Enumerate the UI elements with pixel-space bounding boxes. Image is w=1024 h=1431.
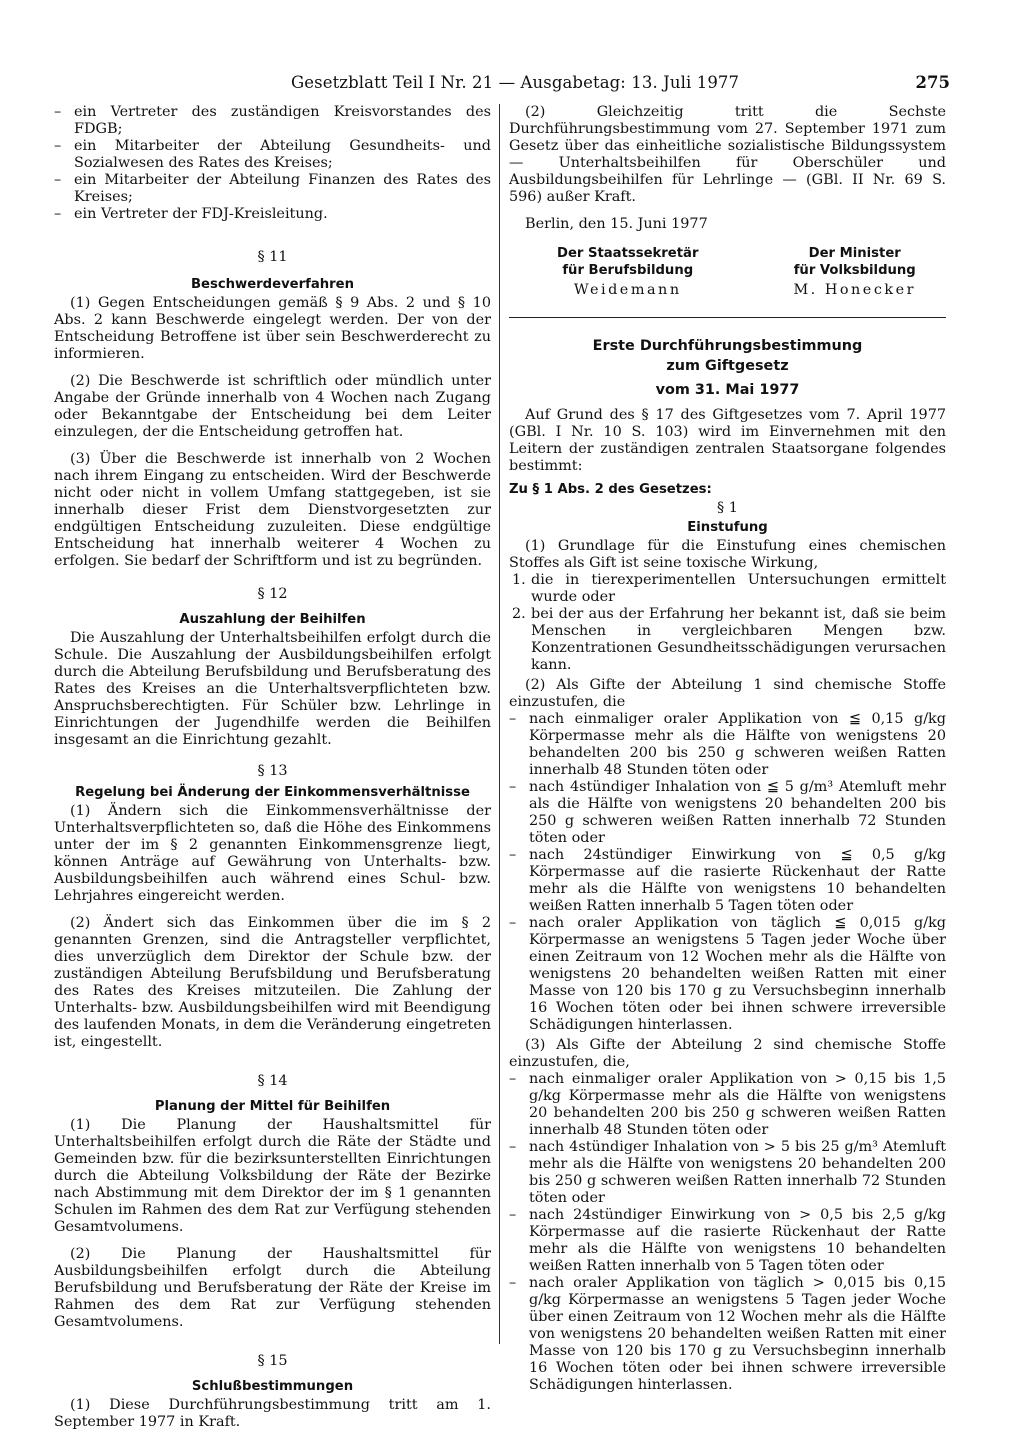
section-heading: Einstufung <box>687 520 768 535</box>
numbered-item <box>509 606 946 674</box>
section-heading: Regelung bei Änderung der Einkommensverhältnisse <box>75 785 470 800</box>
section-heading: Auszahlung der Beihilfen <box>179 612 366 627</box>
item-text: bei der aus der Erfahrung her bekannt ist, daß sie beim Menschen in vergleichbaren Mengen bzw. Konzentrationen Gesundheitsschädigungen verursachen kann. <box>531 606 946 673</box>
list-item: – nach einmaliger oraler Applikation von > 0,15 bis 1,5 g/kg Körpermasse mehr als die Hälfte von wenigstens 20 behandelten 200 bis 250 g schweren weißen Ratten innerhalb 48 Stunden töten oder <box>509 1071 946 1139</box>
signatory-name: M. Honecker <box>793 282 916 298</box>
list-item: – ein Mitarbeiter der Abteilung Finanzen des Rates des Kreises; <box>54 172 491 206</box>
section-number: § 14 <box>257 1073 288 1089</box>
section-heading: Schlußbestimmungen <box>191 1379 354 1394</box>
section-number: § 12 <box>257 586 288 602</box>
document-date: vom 31. Mai 1977 <box>655 382 800 398</box>
signatory-title: Der Minister <box>808 246 901 261</box>
right-column <box>509 104 946 1394</box>
item-text: die in tierexperimentellen Untersuchungen ermittelt wurde oder <box>531 572 946 605</box>
paragraph: (2) Die Beschwerde ist schriftlich oder mündlich unter Angabe der Gründe innerhalb von 4 Wochen nach Zugang oder Bekanntgabe der Entscheidung bei dem Leiter einzulegen, der die Entscheidung getroffen hat. <box>54 373 491 440</box>
left-column <box>54 104 491 1431</box>
place-date: Berlin, den 15. Juni 1977 <box>525 216 708 232</box>
section-heading: Planung der Mittel für Beihilfen <box>154 1099 391 1114</box>
section-number: § 11 <box>257 249 288 265</box>
item-number: 2. <box>512 606 526 622</box>
paragraph: (2) Die Planung der Haushaltsmittel für Ausbildungsbeihilfen erfolgt durch die Abteilung Berufsbildung und Berufsberatung der Räte der Kreise im Rahmen des dem Rat zur Verfügung stehenden Gesamtvolumens. <box>54 1246 491 1330</box>
document-subtitle: zum Giftgesetz <box>666 358 789 374</box>
paragraph: (1) Ändern sich die Einkommensverhältnisse der Unterhaltsverpflichteten so, daß die Höhe des Einkommens unter der im § 2 genannten Einkommensgrenze liegt, können Anträge auf Gewährung von Unterhalts- bzw. Ausbildungsbeihilfen auch während eines Schul- bzw. Lehrjahres eingereicht werden. <box>54 803 491 904</box>
signature-left <box>557 245 698 299</box>
paragraph: (2) Als Gifte der Abteilung 1 sind chemische Stoffe einzustufen, die <box>509 677 946 710</box>
list-item: – ein Mitarbeiter der Abteilung Gesundheits- und Sozialwesen des Rates des Kreises; <box>54 138 491 172</box>
paragraph: (2) Ändert sich das Einkommen über die im § 2 genannten Grenzen, sind die Antragsteller verpflichtet, dies unverzüglich dem Direktor der Schule bzw. der zuständigen Abteilung Berufsbildung und Berufsberatung des Rates des Kreises mitzuteilen. Die Zahlung der Unterhalts- bzw. Ausbildungsbeihilfen wird mit Beendigung des laufenden Monats, in dem die Veränderung eingetreten ist, eingestellt. <box>54 915 491 1050</box>
list-item: – nach 24stündiger Einwirkung von > 0,5 bis 2,5 g/kg Körpermasse auf die rasierte Rückenhaut der Ratte mehr als die Hälfte von wenigstens 10 behandelten weißen Ratten innerhalb von 5 Tagen töten oder <box>509 1207 946 1275</box>
list-item: – nach einmaliger oraler Applikation von ≦ 0,15 g/kg Körpermasse mehr als die Hälfte von wenigstens 20 behandelten 200 bis 250 g schweren weißen Ratten innerhalb 48 Stunden töten oder <box>509 711 946 779</box>
column-divider <box>499 104 500 1344</box>
page-header <box>54 73 950 97</box>
paragraph: (2) Gleichzeitig tritt die Sechste Durchführungsbestimmung vom 27. September 1971 zum Gesetz über das einheitliche sozialistische Bildungssystem — Unterhaltsbeihilfen für Oberschüler und Ausbildungsbeihilfen für Lehrlinge — (GBl. II Nr. 69 S. 596) außer Kraft. <box>509 104 946 205</box>
signature-block <box>509 245 946 299</box>
subsection-reference: Zu § 1 Abs. 2 des Gesetzes: <box>509 482 712 497</box>
paragraph: (1) Die Planung der Haushaltsmittel für Unterhaltsbeihilfen erfolgt durch die Räte der Städte und Gemeinden bzw. für die bezirksunterstellten Einrichtungen durch die Abteilung Volksbildung der Räte der Bezirke nach Abstimmung mit dem Direktor der im § 1 genannten Schulen im Rahmen des dem Rat zur Verfügung stehenden Gesamtvolumens. <box>54 1117 491 1235</box>
paragraph: (1) Gegen Entscheidungen gemäß § 9 Abs. 2 und § 10 Abs. 2 kann Beschwerde eingelegt werden. Der von der Entscheidung Betroffene ist über sein Beschwerderecht zu informieren. <box>54 295 491 362</box>
list-item: – nach 4stündiger Inhalation von ≦ 5 g/m³ Atemluft mehr als die Hälfte von wenigstens 20 behandelten 200 bis 250 g schweren weißen Ratten innerhalb 72 Stunden töten oder <box>509 779 946 847</box>
section-number: § 15 <box>257 1353 288 1369</box>
list-item: – nach oraler Applikation von täglich ≦ 0,015 g/kg Körpermasse an wenigstens 5 Tagen jeder Woche über einen Zeitraum von 12 Wochen mehr als die Hälfte von wenigstens 20 behandelten weißen Ratten mit einer Masse von 120 bis 170 g zu Versuchsbeginn innerhalb 16 Wochen töten oder bei ihnen schwere irreversible Schädigungen hinterlassen. <box>509 915 946 1034</box>
paragraph: (1) Grundlage für die Einstufung eines chemischen Stoffes als Gift ist seine toxische Wirkung, <box>509 538 946 571</box>
section-heading: Beschwerdeverfahren <box>191 277 354 292</box>
paragraph: (3) Als Gifte der Abteilung 2 sind chemische Stoffe einzustufen, die, <box>509 1037 946 1070</box>
paragraph: Die Auszahlung der Unterhaltsbeihilfen erfolgt durch die Schule. Die Auszahlung der Ausbildungsbeihilfen erfolgt durch die Abteilung Berufsbildung und Berufsberatung des Rates des Kreises an die Unterhaltsverpflichteten bzw. Anspruchsberechtigten. Für Schüler bzw. Lehrlinge in Einrichtungen der Jugendhilfe werden die Beihilfen insgesamt an die Einrichtung gezahlt. <box>54 630 491 748</box>
preamble: Auf Grund des § 17 des Giftgesetzes vom 7. April 1977 (GBl. I Nr. 10 S. 103) wird im Einvernehmen mit den Leitern der zuständigen zentralen Staatsorgane folgendes bestimmt: <box>509 407 946 474</box>
item-number: 1. <box>512 572 526 588</box>
list-item: – ein Vertreter des zuständigen Kreisvorstandes des FDGB; <box>54 104 491 138</box>
list-item: – nach 4stündiger Inhalation von > 5 bis 25 g/m³ Atemluft mehr als die Hälfte von wenigstens 20 behandelten 200 bis 250 g schweren weißen Ratten innerhalb 72 Stunden töten oder <box>509 1139 946 1207</box>
signatory-name: Weidemann <box>573 282 682 298</box>
horizontal-rule <box>509 317 946 318</box>
list-item: – nach oraler Applikation von täglich > 0,015 bis 0,15 g/kg Körpermasse an wenigstens 5 Tagen jeder Woche über einen Zeitraum von 12 Wochen mehr als die Hälfte von wenigstens 20 behandelten weißen Ratten mit einer Masse von 120 bis 170 g zu Versuchsbeginn innerhalb 16 Wochen töten oder bei ihnen schwere irreversible Schädigungen hinterlassen. <box>509 1275 946 1394</box>
signatory-title: für Volksbildung <box>793 263 916 278</box>
signatory-title: für Berufsbildung <box>562 263 694 278</box>
signatory-title: Der Staatssekretär <box>557 246 699 261</box>
paragraph: (3) Über die Beschwerde ist innerhalb von 2 Wochen nach ihrem Eingang zu entscheiden. Wird der Beschwerde nicht oder nicht in vollem Umfang stattgegeben, ist sie innerhalb dieser Frist dem Dienstvorgesetzten zur endgültigen Entscheidung zuzuleiten. Diese endgültige Entscheidung hat innerhalb weiterer 4 Wochen zu erfolgen. Sie bedarf der Schriftform und ist zu begründen. <box>54 451 491 569</box>
section-number: § 13 <box>257 763 288 779</box>
document-title: Erste Durchführungsbestimmung <box>592 338 863 354</box>
list-item: – ein Vertreter der FDJ-Kreisleitung. <box>54 206 491 223</box>
numbered-item <box>509 572 946 606</box>
page-number: 275 <box>915 73 950 92</box>
section-number: § 1 <box>717 500 738 516</box>
list-item: – nach 24stündiger Einwirkung von ≦ 0,5 g/kg Körpermasse auf die rasierte Rückenhaut der Ratte mehr als die Hälfte von wenigstens 10 behandelten weißen Ratten innerhalb 5 Tagen töten oder <box>509 847 946 915</box>
paragraph: (1) Diese Durchführungsbestimmung tritt am 1. September 1977 in Kraft. <box>54 1397 491 1430</box>
header-title: Gesetzblatt Teil I Nr. 21 — Ausgabetag: 13. Juli 1977 <box>291 73 740 92</box>
signature-right <box>793 245 916 299</box>
